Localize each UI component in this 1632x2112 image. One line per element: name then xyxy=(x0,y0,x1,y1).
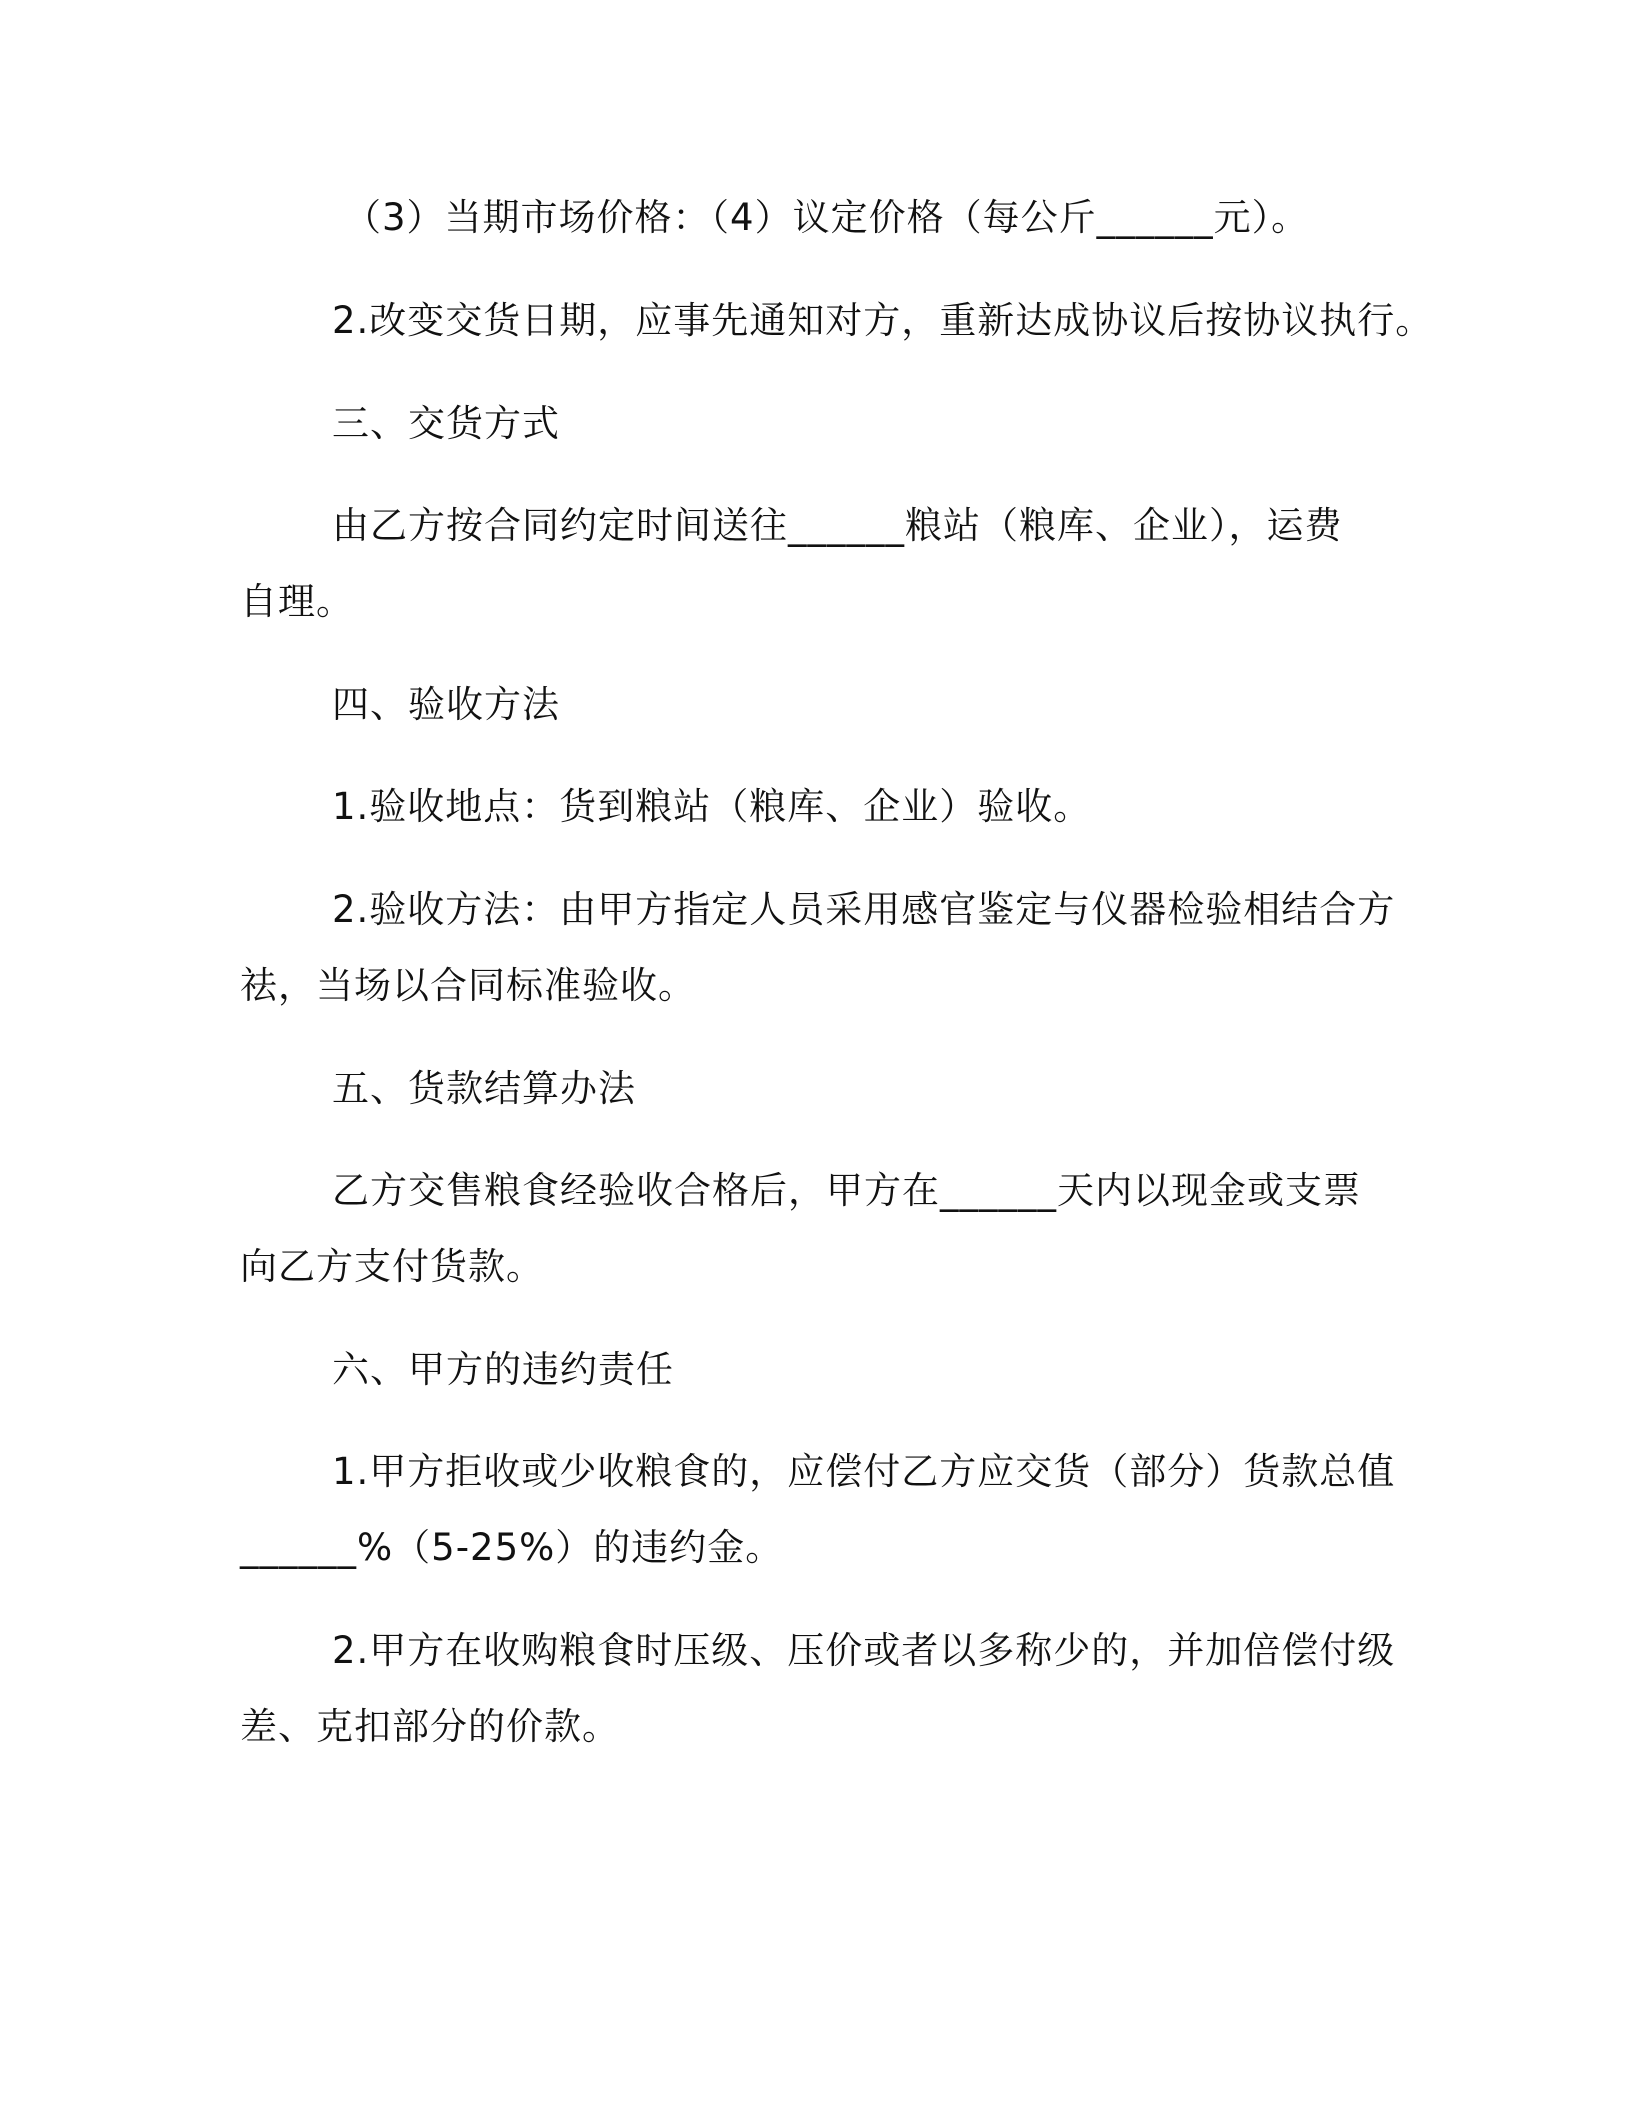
breach-clause-1-line-2: ______%（5-25%）的违约金。 xyxy=(240,1526,784,1569)
settlement-line-2: 向乙方支付货款。 xyxy=(240,1245,544,1288)
section-heading-party-a-breach: 六、甲方的违约责任 xyxy=(332,1348,674,1391)
inspection-method-line-1: 2.验收方法：由甲方指定人员采用感官鉴定与仪器检验相结合方 xyxy=(332,888,1396,931)
delivery-date-change-line: 2.改变交货日期，应事先通知对方，重新达成协议后按协议执行。 xyxy=(332,299,1434,342)
price-option-line: （3）当期市场价格：（4）议定价格（每公斤______元）。 xyxy=(344,196,1310,239)
inspection-location-line: 1.验收地点：货到粮站（粮库、企业）验收。 xyxy=(332,785,1092,828)
inspection-method-line-2: 祛，当场以合同标准验收。 xyxy=(240,964,696,1007)
delivery-method-line-2: 自理。 xyxy=(240,580,354,623)
breach-clause-2-line-1: 2.甲方在收购粮食时压级、压价或者以多称少的，并加倍偿付级 xyxy=(332,1629,1396,1672)
section-heading-settlement: 五、货款结算办法 xyxy=(332,1067,636,1110)
delivery-method-line-1: 由乙方按合同约定时间送往______粮站（粮库、企业），运费 xyxy=(332,504,1343,547)
section-heading-delivery: 三、交货方式 xyxy=(332,402,560,445)
breach-clause-1-line-1: 1.甲方拒收或少收粮食的，应偿付乙方应交货（部分）货款总值 xyxy=(332,1450,1396,1493)
settlement-line-1: 乙方交售粮食经验收合格后，甲方在______天内以现金或支票 xyxy=(332,1169,1361,1212)
breach-clause-2-line-2: 差、克扣部分的价款。 xyxy=(240,1705,620,1748)
section-heading-inspection: 四、验收方法 xyxy=(332,683,560,726)
